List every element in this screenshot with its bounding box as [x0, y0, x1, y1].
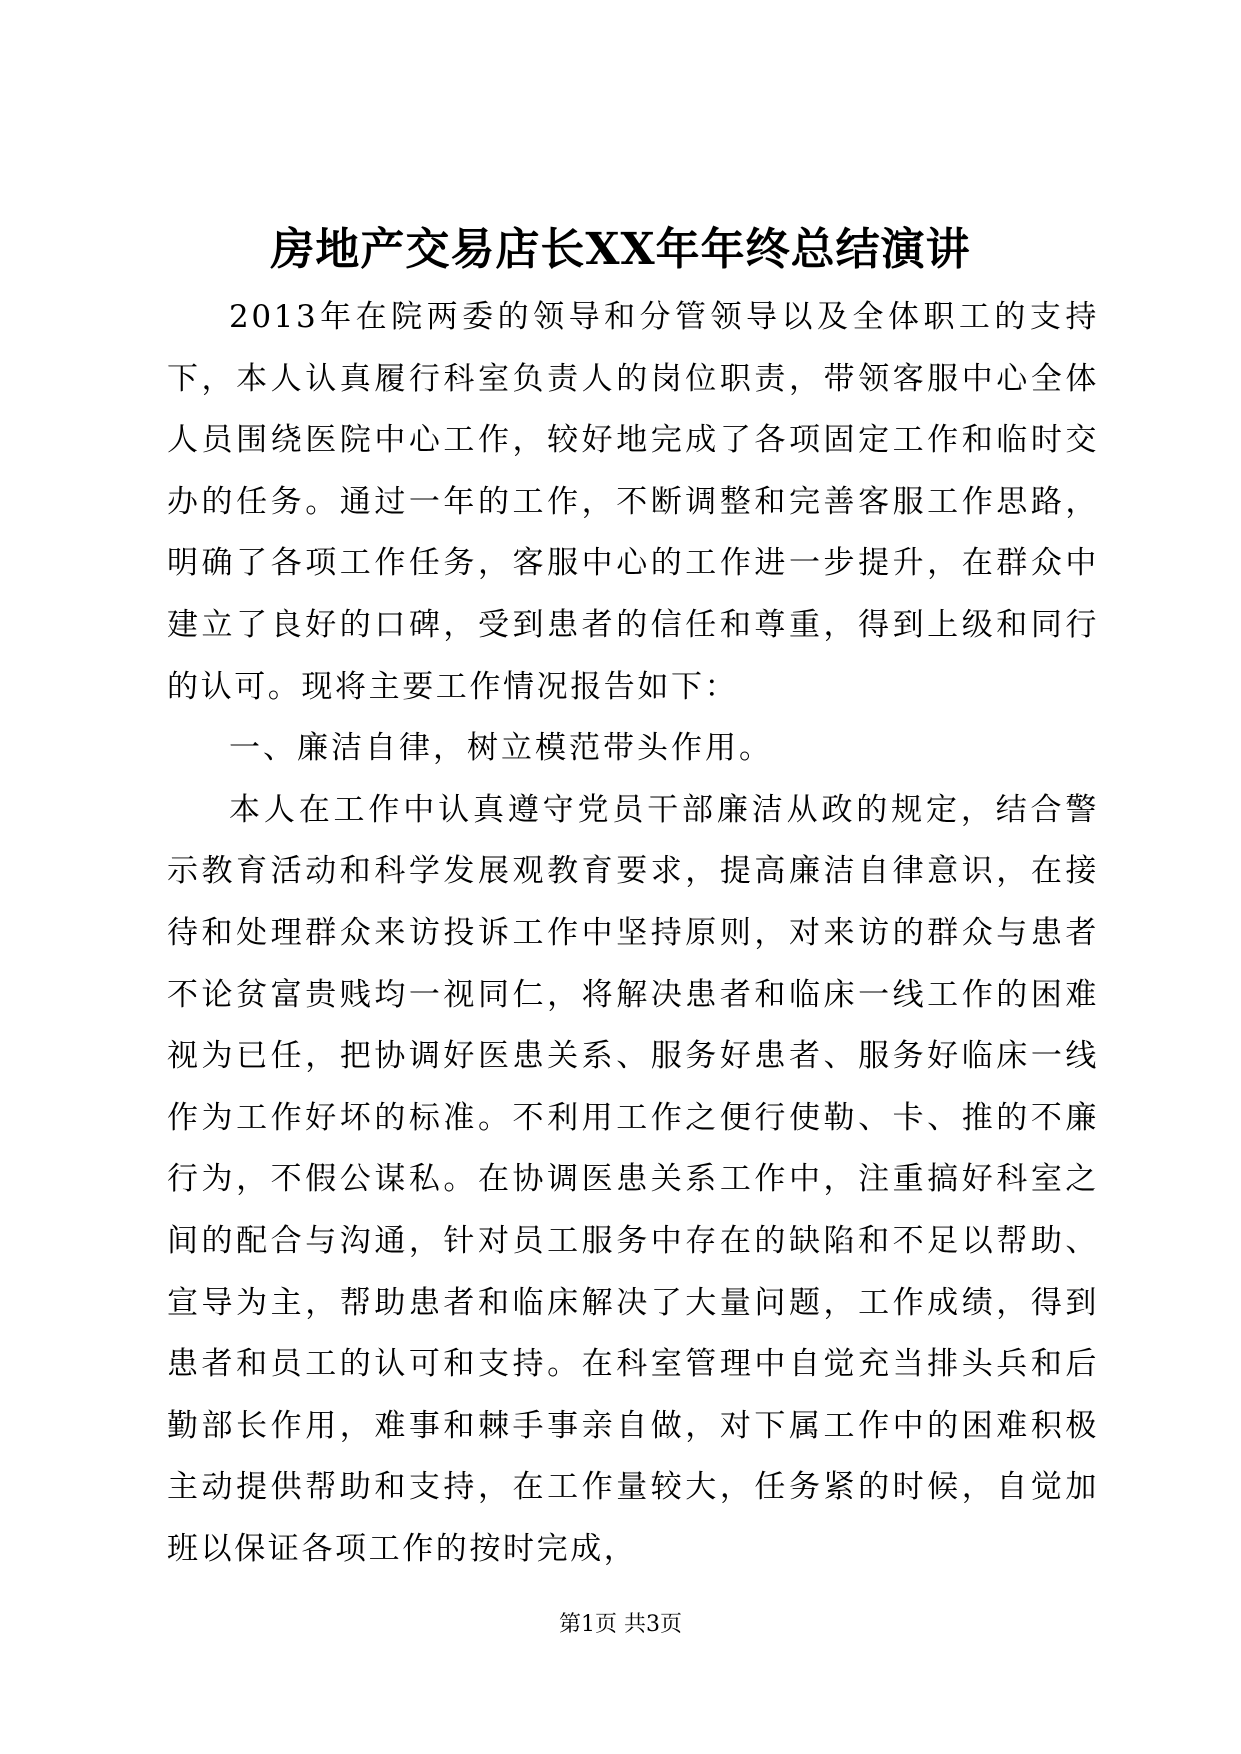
- paragraph-section-1: 本人在工作中认真遵守党员干部廉洁从政的规定，结合警示教育活动和科学发展观教育要求，提高廉洁自律意识，在接待和处理群众来访投诉工作中坚持原则，对来访的群众与患者不论贫富贵贱均一视同仁，将解决患者和临床一线工作的困难视为已任，把协调好医患关系、服务好患者、服务好临床一线作为工作好坏的标准。不利用工作之便行使勒、卡、推的不廉行为，不假公谋私。在协调医患关系工作中，注重搞好科室之间的配合与沟通，针对员工服务中存在的缺陷和不足以帮助、宣导为主，帮助患者和临床解决了大量问题，工作成绩，得到患者和员工的认可和支持。在科室管理中自觉充当排头兵和后勤部长作用，难事和棘手事亲自做，对下属工作中的困难积极主动提供帮助和支持，在工作量较大，任务紧的时候，自觉加班以保证各项工作的按时完成，: [167, 791, 1099, 1567]
- document-title: 房地产交易店长XX年年终总结演讲: [270, 224, 971, 275]
- paragraph-intro: 2013年在院两委的领导和分管领导以及全体职工的支持下，本人认真履行科室负责人的岗位职责，带领客服中心全体人员围绕医院中心工作，较好地完成了各项固定工作和临时交办的任务。通过一年的工作，不断调整和完善客服工作思路，明确了各项工作任务，客服中心的工作进一步提升，在群众中建立了良好的口碑，受到患者的信任和尊重，得到上级和同行的认可。现将主要工作情况报告如下：: [167, 299, 1099, 705]
- section-heading-1: 一、廉洁自律，树立模范带头作用。: [229, 730, 773, 767]
- document-body: [167, 287, 1099, 1580]
- page-number-footer: 第1页 共3页: [559, 1612, 682, 1637]
